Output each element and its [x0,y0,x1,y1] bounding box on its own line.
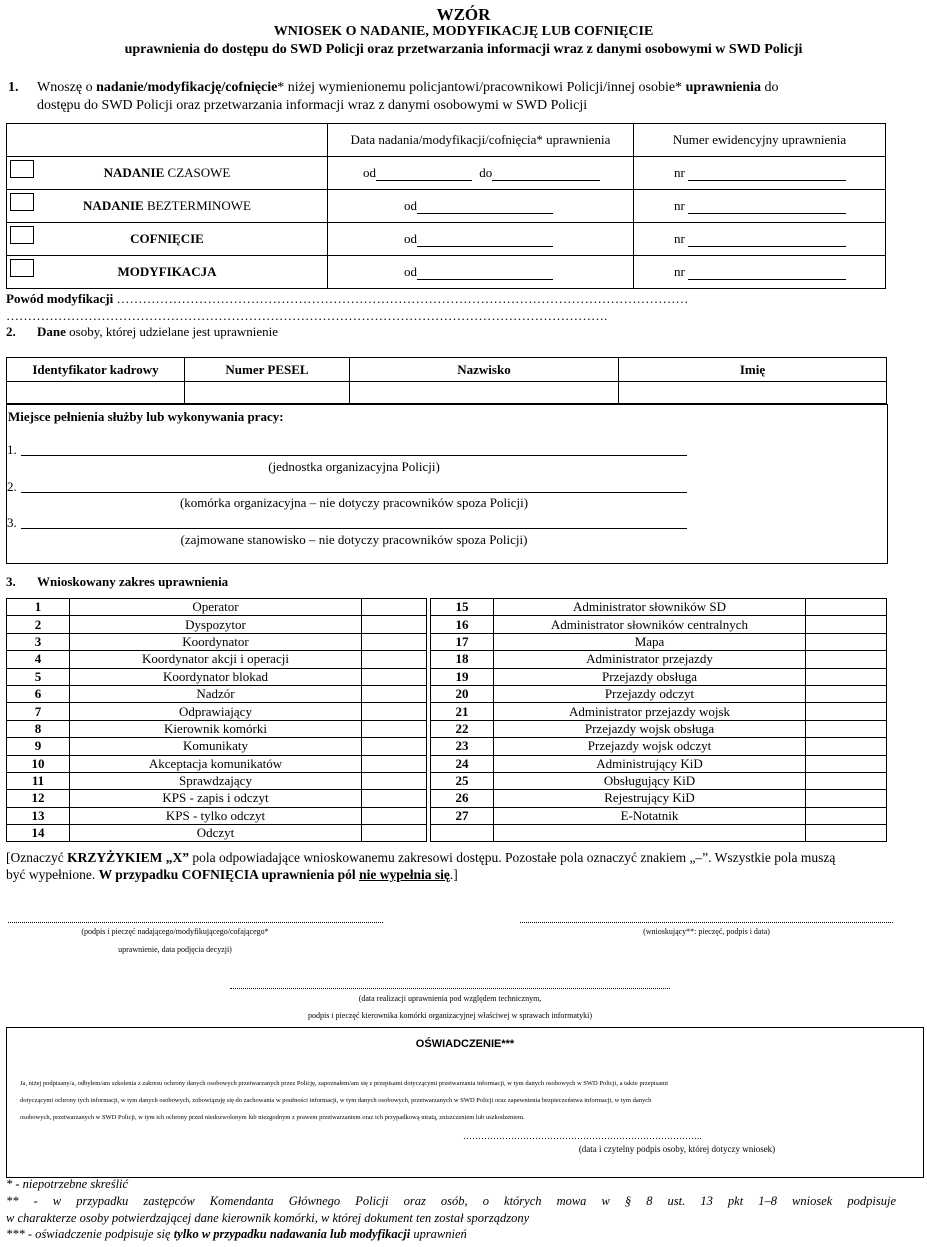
person-data-table [6,357,887,404]
date-to-field[interactable] [492,168,600,181]
id-field[interactable] [7,382,185,404]
permission-row [431,651,887,668]
pesel-field[interactable] [185,382,350,404]
section-1-number: 1. [8,80,19,95]
number-field[interactable] [688,234,846,247]
section-2-title: Dane osoby, której udzielane jest uprawnienie [37,324,279,339]
footnote-3: *** - oświadczenie podpisuje się tylko w przypadku nadawania lub modyfikacji uprawnień [6,1227,467,1241]
column-header-id: Identyfikator kadrowy [7,358,185,382]
permission-name: Komunikaty [70,738,362,755]
permission-row [7,668,427,685]
permission-number: 12 [7,790,70,807]
workplace-3-caption: (zajmowane stanowisko – nie dotyczy pracowników spoza Policji) [180,532,528,547]
permission-row [7,599,427,616]
permission-name: Dyspozytor [70,616,362,633]
date-field[interactable] [417,201,553,214]
workplace-2-field[interactable] [21,492,687,493]
workplace-2-caption: (komórka organizacyjna – nie dotyczy pracowników spoza Policji) [179,495,529,510]
statement-title: OŚWIADCZENIE*** [415,1038,515,1050]
signature-caption-granting-2: uprawnienie, data podjęcia decyzji) [118,945,232,954]
permission-number: 21 [431,703,494,720]
permission-name: Administrujący KiD [494,755,806,772]
marking-instructions: [Oznaczyć KRZYŻYKIEM „X” pola odpowiadające wnioskowanemu zakresowi dostępu. Pozostałe pola oznaczyć znakiem „–”. Wszystkie pola muszą być wypełnione. W przypadku COFNIĘCIA uprawnienia pól nie wypełnia się.] [6,850,836,882]
form-title: WZÓR [436,5,491,24]
permission-mark-field[interactable] [806,703,887,720]
permission-name: Sprawdzający [70,772,362,789]
form-subtitle-2: uprawnienia do dostępu do SWD Policji oraz przetwarzania informacji wraz z danymi osobowymi w SWD Policji [124,42,803,57]
permission-number: 20 [431,685,494,702]
workplace-2-number: 2. [7,479,17,494]
permission-mark-field[interactable] [362,633,427,650]
workplace-label: Miejsce pełnienia służby lub wykonywania pracy: [8,409,284,424]
permission-mark-field[interactable] [806,685,887,702]
modification-reason-line-2[interactable]: …………………………………………………………………………………………………………………………. [6,308,608,323]
permission-row [7,755,427,772]
permission-row [431,790,887,807]
column-header-number: Numer ewidencyjny uprawnienia [634,124,886,157]
permission-row [431,772,887,789]
permission-name: Przejazdy odczyt [494,685,806,702]
grant-type-table [6,123,886,289]
permission-mark-field[interactable] [806,668,887,685]
permission-row [7,685,427,702]
permission-mark-field[interactable] [362,790,427,807]
permission-mark-field[interactable] [362,772,427,789]
permission-name: Przejazdy wojsk obsługa [494,720,806,737]
permission-mark-field[interactable] [362,738,427,755]
statement-signature-caption: (data i czytelny podpis osoby, której dotyczy wniosek) [578,1144,776,1154]
permission-mark-field[interactable] [362,807,427,824]
permission-mark-field[interactable] [362,825,427,842]
permission-number: 5 [7,668,70,685]
signature-line-granting[interactable] [8,922,383,923]
footnote-2-cont: w charakterze osoby potwierdzającej dane kierownik komórki, w której dokument ten został sporządzony [6,1211,530,1225]
permission-name [494,825,806,842]
permissions-table-right [430,598,887,842]
grant-type-modify: MODYFIKACJA [7,256,328,289]
statement-text: Ja, niżej podpisany/a, odbyłem/am szkolenia z zakresu ochrony danych osobowych przetwarzanych przez Policję, zapoznałem/am się z przepisami dotyczącymi przetwarzania informacji, w tym danych osobowych w SWD Policji, a także przepisami dotyczącymi ochrony tych informacji, w tym danych osobowych, zobowiązuję się do zachowania w poufności informacji, w tym danych osobowych, przetwarzanych w SWD Policji oraz zapewnienia bezpieczeństwa informacji, w tym danych osobowych, przetwarzanych w SWD Policji, w tym ich ochrony przed niedozwolonym lub niezgodnym z prawem przetwarzaniem oraz ich przypadkową utratą, zniszczeniem lub uszkodzeniem. [20,1080,668,1121]
revoke-checkbox[interactable] [10,226,34,244]
permission-number: 16 [431,616,494,633]
permission-number: 15 [431,599,494,616]
workplace-1-number: 1. [7,442,17,457]
workplace-box [6,404,888,564]
permission-name: E-Notatnik [494,807,806,824]
permission-mark-field[interactable] [806,738,887,755]
permission-row [7,807,427,824]
permanent-checkbox[interactable] [10,193,34,211]
permission-name: Rejestrujący KiD [494,790,806,807]
column-header-surname: Nazwisko [350,358,619,382]
temporary-number: nr [634,157,886,190]
surname-field[interactable] [350,382,619,404]
permission-row [7,633,427,650]
permission-mark-field[interactable] [806,807,887,824]
workplace-1-caption: (jednostka organizacyjna Policji) [268,459,440,474]
revoke-number: nr [634,223,886,256]
modify-checkbox[interactable] [10,259,34,277]
permission-number: 6 [7,685,70,702]
permission-number: 19 [431,668,494,685]
form-subtitle: WNIOSEK O NADANIE, MODYFIKACJĘ LUB COFNIĘCIE [273,24,654,39]
signature-line-it[interactable] [230,988,670,989]
date-field[interactable] [417,267,553,280]
signature-caption-it-2: podpis i pieczęć kierownika komórki organizacyjnej właściwej w sprawach informatyki) [308,1011,592,1020]
column-header-date: Data nadania/modyfikacji/cofnięcia* uprawnienia [328,124,634,157]
permission-row [431,703,887,720]
permission-number: 24 [431,755,494,772]
revoke-date: od [328,223,634,256]
permission-row [7,772,427,789]
signature-caption-applicant: (wnioskujący**: pieczęć, podpis i data) [643,927,770,936]
permission-row [431,616,887,633]
permanent-date: od [328,190,634,223]
permission-row [431,807,887,824]
permission-number: 11 [7,772,70,789]
permission-number: 23 [431,738,494,755]
permission-name: Administrator słowników centralnych [494,616,806,633]
permission-name: Administrator przejazdy [494,651,806,668]
permission-mark-field[interactable] [362,703,427,720]
workplace-3-number: 3. [7,515,17,530]
permission-mark-field[interactable] [806,720,887,737]
permission-number: 26 [431,790,494,807]
permission-mark-field[interactable] [806,825,887,842]
permission-row [431,825,887,842]
permanent-number: nr [634,190,886,223]
permission-mark-field[interactable] [806,651,887,668]
permission-mark-field[interactable] [806,772,887,789]
permission-row [7,825,427,842]
permission-name: Przejazdy wojsk odczyt [494,738,806,755]
permission-mark-field[interactable] [806,599,887,616]
permission-name: Operator [70,599,362,616]
signature-line-applicant[interactable] [520,922,893,923]
workplace-3-field[interactable] [21,528,687,529]
temporary-date: od do [328,157,634,190]
permission-row [431,599,887,616]
signature-caption-granting: (podpis i pieczęć nadającego/modyfikującego/cofającego* [81,927,269,936]
number-field[interactable] [688,201,846,214]
permissions-table-left [6,598,427,842]
permission-number: 7 [7,703,70,720]
permission-name: KPS - zapis i odczyt [70,790,362,807]
permission-name: Odprawiający [70,703,362,720]
permission-mark-field[interactable] [806,633,887,650]
permission-mark-field[interactable] [362,685,427,702]
permission-row [7,703,427,720]
permission-row [7,720,427,737]
permission-row [431,685,887,702]
permission-name: Administrator słowników SD [494,599,806,616]
permission-number: 18 [431,651,494,668]
permission-row [7,790,427,807]
permission-name: KPS - tylko odczyt [70,807,362,824]
permission-number: 10 [7,755,70,772]
permission-mark-field[interactable] [362,720,427,737]
permission-row [431,755,887,772]
date-from-field[interactable] [376,168,472,181]
permission-number [431,825,494,842]
permission-number: 9 [7,738,70,755]
permission-name: Obsługujący KiD [494,772,806,789]
permission-row [431,668,887,685]
workplace-1-field[interactable] [21,455,687,456]
permission-number: 8 [7,720,70,737]
permission-number: 27 [431,807,494,824]
permission-name: Administrator przejazdy wojsk [494,703,806,720]
permission-name: Przejazdy obsługa [494,668,806,685]
permission-mark-field[interactable] [362,651,427,668]
permission-number: 4 [7,651,70,668]
permission-mark-field[interactable] [806,616,887,633]
permission-mark-field[interactable] [362,616,427,633]
statement-box [6,1027,924,1178]
permission-number: 25 [431,772,494,789]
permission-row [431,633,887,650]
section-1-text: Wnoszę o nadanie/modyfikację/cofnięcie* niżej wymienionemu policjantowi/pracownikowi Policji/innej osobie* uprawnienia do [37,80,779,95]
permission-row [7,651,427,668]
permission-name: Koordynator [70,633,362,650]
permission-number: 3 [7,633,70,650]
modify-date: od [328,256,634,289]
permission-number: 2 [7,616,70,633]
statement-signature-line[interactable]: …………………………………………………………………….. [463,1131,702,1141]
column-header-name: Imię [619,358,887,382]
permission-name: Odczyt [70,825,362,842]
permission-mark-field[interactable] [362,599,427,616]
permission-name: Kierownik komórki [70,720,362,737]
grant-type-revoke: COFNIĘCIE [7,223,328,256]
permission-number: 13 [7,807,70,824]
permission-number: 17 [431,633,494,650]
permission-number: 22 [431,720,494,737]
permission-name: Nadzór [70,685,362,702]
permission-name: Mapa [494,633,806,650]
permission-number: 14 [7,825,70,842]
footnote-1: * - niepotrzebne skreślić [6,1177,129,1191]
footnote-2: ** - w przypadku zastępców Komendanta Głównego Policji oraz osób, o których mowa w § 8 ust. 13 pkt 1–8 wniosek podpisuje [6,1194,896,1208]
signature-caption-it: (data realizacji uprawnienia pod względem technicznym, [358,994,542,1003]
permission-row [431,738,887,755]
grant-type-temporary: NADANIE CZASOWE [7,157,328,190]
permission-name: Koordynator blokad [70,668,362,685]
permission-name: Koordynator akcji i operacji [70,651,362,668]
section-3-title: Wnioskowany zakres uprawnienia [37,574,229,589]
permission-number: 1 [7,599,70,616]
name-field[interactable] [619,382,887,404]
number-field[interactable] [688,267,846,280]
grant-type-permanent: NADANIE BEZTERMINOWE [7,190,328,223]
permission-row [7,738,427,755]
permission-mark-field[interactable] [806,790,887,807]
permission-mark-field[interactable] [806,755,887,772]
section-1-text-line-2: dostępu do SWD Policji oraz przetwarzania informacji wraz z danymi osobowymi w SWD Policji [37,98,588,113]
permission-mark-field[interactable] [362,668,427,685]
permission-mark-field[interactable] [362,755,427,772]
temporary-checkbox[interactable] [10,160,34,178]
modify-number: nr [634,256,886,289]
modification-reason[interactable]: Powód modyfikacji …………………………………………………………………………………………………………………… [6,291,689,306]
date-field[interactable] [417,234,553,247]
permission-name: Akceptacja komunikatów [70,755,362,772]
section-2-number: 2. [6,324,16,339]
permission-row [431,720,887,737]
number-field[interactable] [688,168,846,181]
column-header-pesel: Numer PESEL [185,358,350,382]
permission-row [7,616,427,633]
section-3-number: 3. [6,574,16,589]
